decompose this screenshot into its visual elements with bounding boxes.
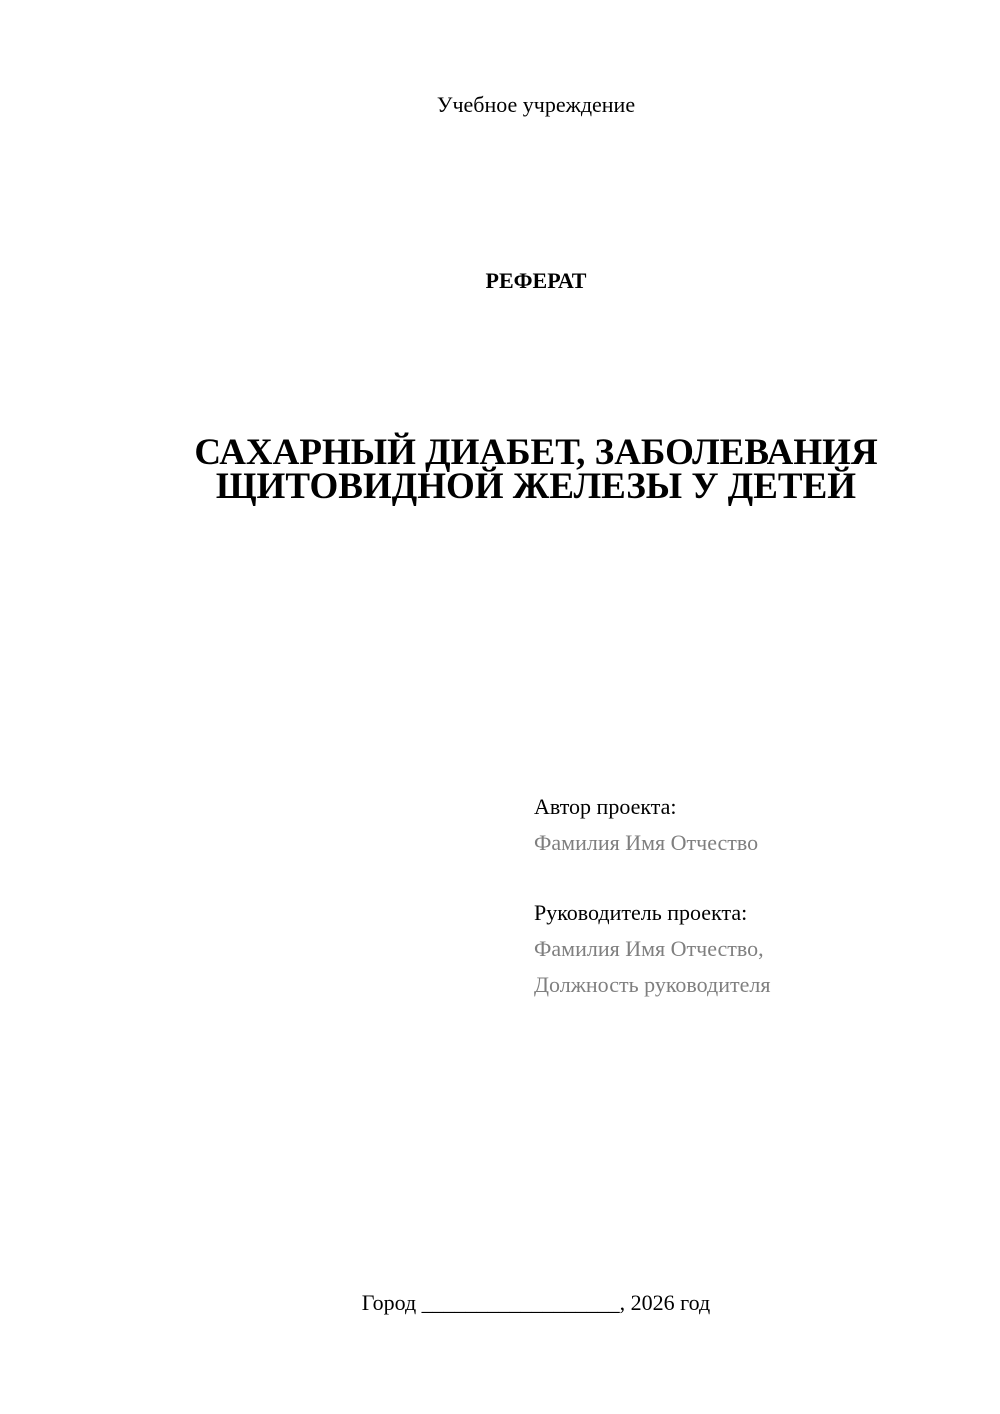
credits-block <box>534 789 770 1003</box>
author-name: Фамилия Имя Отчество <box>534 830 759 855</box>
title-line-1: САХАРНЫЙ ДИАБЕТ, ЗАБОЛЕВАНИЯ <box>194 432 878 473</box>
document-type-label: РЕФЕРАТ <box>485 268 587 293</box>
supervisor-label: Руководитель проекта: <box>534 900 748 925</box>
author-label: Автор проекта: <box>534 794 677 819</box>
title-line-2: ЩИТОВИДНОЙ ЖЕЛЕЗЫ У ДЕТЕЙ <box>215 466 857 507</box>
supervisor-position: Должность руководителя <box>534 972 771 997</box>
credits-spacer <box>534 861 770 895</box>
institution-name: Учебное учреждение <box>436 92 636 117</box>
supervisor-name: Фамилия Имя Отчество, <box>534 936 764 961</box>
city-year-line: Город __________________, 2026 год <box>361 1290 711 1315</box>
document-title <box>0 432 1000 507</box>
